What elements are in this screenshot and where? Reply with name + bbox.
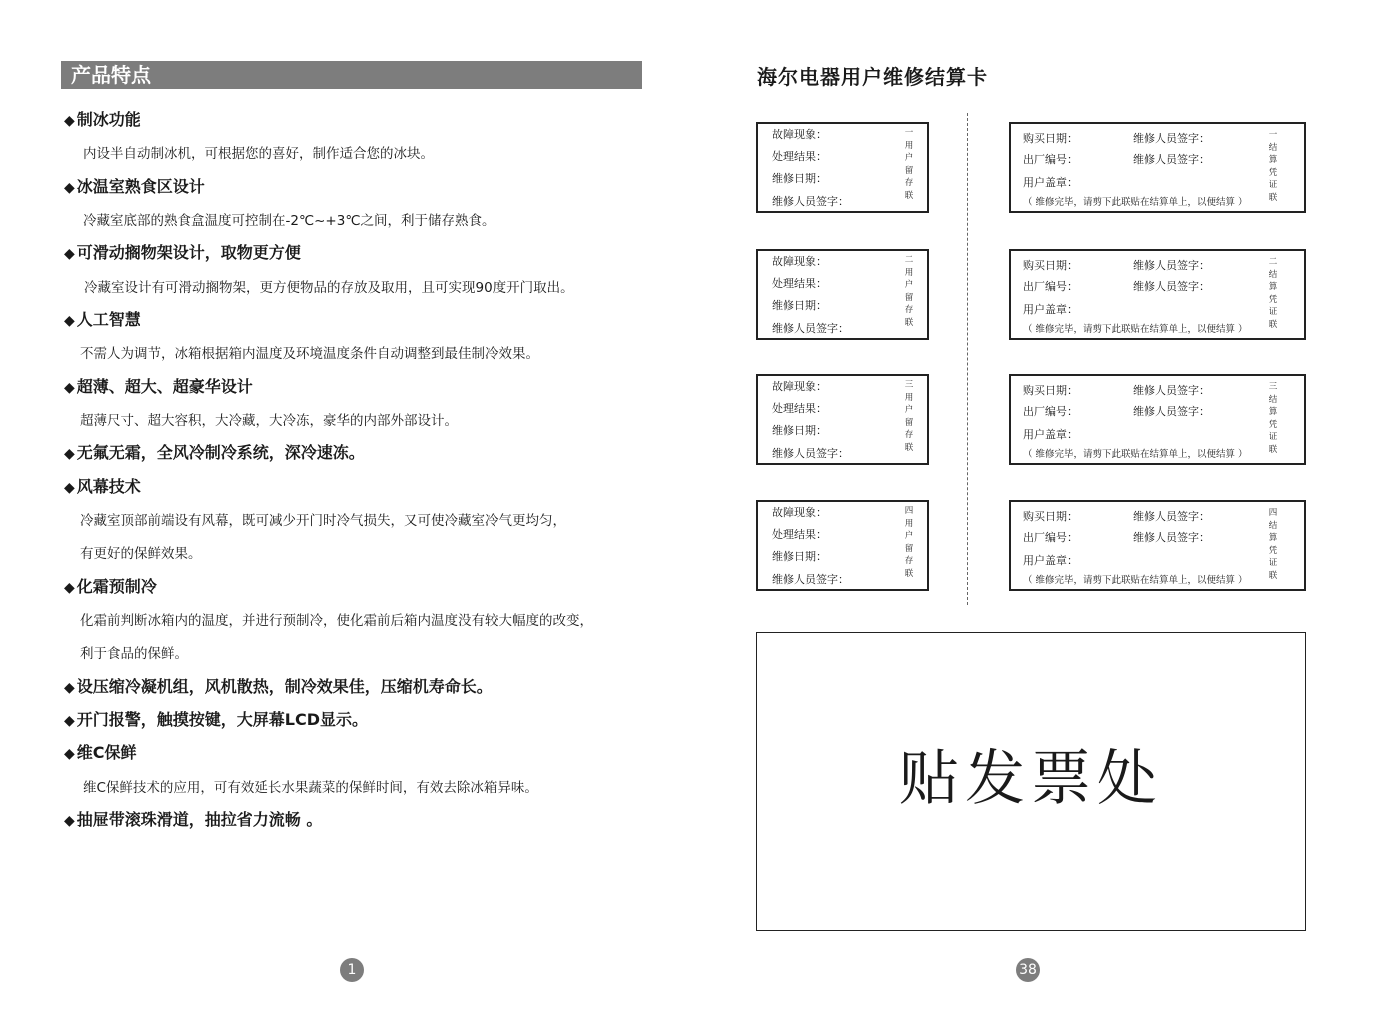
feature-body: 不需人为调节，冰箱根据箱内温度及环境温度条件自动调整到最佳制冷效果。 xyxy=(80,346,539,362)
copy-label: 三用户留存联 xyxy=(904,380,914,453)
result-label: 处理结果： xyxy=(772,277,827,290)
purchase-date-label: 购买日期： xyxy=(1023,384,1078,397)
fault-label: 故障现象： xyxy=(772,506,827,519)
invoice-label: 贴发票处 xyxy=(899,744,1163,814)
copy-label: 二用户留存联 xyxy=(904,255,914,328)
cut-note: （ 维修完毕，请剪下此联贴在结算单上，以便结算 ） xyxy=(1023,449,1248,460)
copy-label: 一用户留存联 xyxy=(904,128,914,201)
copy-label: 四用户留存联 xyxy=(904,506,914,579)
fault-label: 故障现象： xyxy=(772,255,827,268)
feature-body: 内设半自动制冰机，可根据您的喜好，制作适合您的冰块。 xyxy=(83,146,434,162)
result-label: 处理结果： xyxy=(772,402,827,415)
copy-label: 四结算凭证联 xyxy=(1268,508,1278,581)
repair-sign-label: 维修人员签字： xyxy=(1133,153,1210,166)
feature-body: 冷藏室底部的熟食盒温度可控制在-2℃~+3℃之间，利于储存熟食。 xyxy=(83,213,496,229)
feature-heading: ◆ 人工智慧 xyxy=(64,310,141,329)
user-card xyxy=(756,500,929,591)
repair-sign-label: 维修人员签字： xyxy=(1133,405,1210,418)
page-number-right: 38 xyxy=(1016,958,1040,982)
section-title: 产品特点 xyxy=(61,61,642,89)
result-label: 处理结果： xyxy=(772,528,827,541)
cut-line xyxy=(967,113,968,605)
feature-body: 利于食品的保鲜。 xyxy=(80,646,188,662)
fault-label: 故障现象： xyxy=(772,380,827,393)
repair-sign-label: 维修人员签字： xyxy=(1133,132,1210,145)
feature-body: 有更好的保鲜效果。 xyxy=(80,546,202,562)
serial-number-label: 出厂编号： xyxy=(1023,531,1078,544)
feature-heading: ◆ 冰温室熟食区设计 xyxy=(64,177,205,196)
repair-sign-label: 维修人员签字： xyxy=(1133,280,1210,293)
result-label: 处理结果： xyxy=(772,150,827,163)
repair-date-label: 维修日期： xyxy=(772,550,827,563)
serial-number-label: 出厂编号： xyxy=(1023,280,1078,293)
user-seal-label: 用户盖章： xyxy=(1023,554,1078,567)
user-card xyxy=(756,122,929,213)
user-seal-label: 用户盖章： xyxy=(1023,303,1078,316)
feature-heading: ◆ 可滑动搁物架设计，取物更方便 xyxy=(64,243,301,262)
repair-sign-label: 维修人员签字： xyxy=(1133,384,1210,397)
feature-heading: ◆ 设压缩冷凝机组，风机散热，制冷效果佳，压缩机寿命长。 xyxy=(64,677,493,696)
serial-number-label: 出厂编号： xyxy=(1023,405,1078,418)
repair-date-label: 维修日期： xyxy=(772,299,827,312)
repair-sign-label: 维修人员签字： xyxy=(772,573,849,586)
feature-heading: ◆ 风幕技术 xyxy=(64,477,141,496)
repair-sign-label: 维修人员签字： xyxy=(1133,531,1210,544)
feature-heading: ◆ 制冰功能 xyxy=(64,110,141,129)
copy-label: 一结算凭证联 xyxy=(1268,130,1278,203)
feature-heading: ◆ 开门报警，触摸按键，大屏幕LCD显示。 xyxy=(64,710,369,729)
feature-body: 超薄尺寸、超大容积，大冷藏，大冷冻，豪华的内部外部设计。 xyxy=(80,413,458,429)
feature-heading: ◆ 抽屉带滚珠滑道，抽拉省力流畅 。 xyxy=(64,810,323,829)
feature-body: 冷藏室顶部前端设有风幕，既可减少开门时冷气损失，又可使冷藏室冷气更均匀， xyxy=(80,513,566,529)
repair-sign-label: 维修人员签字： xyxy=(1133,510,1210,523)
settlement-card xyxy=(1009,374,1306,465)
repair-sign-label: 维修人员签字： xyxy=(772,322,849,335)
settlement-card xyxy=(1009,500,1306,591)
repair-sign-label: 维修人员签字： xyxy=(772,447,849,460)
cut-note: （ 维修完毕，请剪下此联贴在结算单上，以便结算 ） xyxy=(1023,197,1248,208)
repair-date-label: 维修日期： xyxy=(772,424,827,437)
feature-heading: ◆ 化霜预制冷 xyxy=(64,577,157,596)
feature-body: 冷藏室设计有可滑动搁物架，更方便物品的存放及取用，且可实现90度开门取出。 xyxy=(84,280,574,296)
purchase-date-label: 购买日期： xyxy=(1023,132,1078,145)
user-seal-label: 用户盖章： xyxy=(1023,428,1078,441)
cut-note: （ 维修完毕，请剪下此联贴在结算单上，以便结算 ） xyxy=(1023,575,1248,586)
page-number-left: 1 xyxy=(340,958,364,982)
settlement-card xyxy=(1009,122,1306,213)
copy-label: 二结算凭证联 xyxy=(1268,257,1278,330)
feature-heading: ◆ 维C保鲜 xyxy=(64,743,137,762)
repair-sign-label: 维修人员签字： xyxy=(772,195,849,208)
user-seal-label: 用户盖章： xyxy=(1023,176,1078,189)
invoice-attach-box xyxy=(756,632,1306,931)
repair-date-label: 维修日期： xyxy=(772,172,827,185)
repair-sign-label: 维修人员签字： xyxy=(1133,259,1210,272)
serial-number-label: 出厂编号： xyxy=(1023,153,1078,166)
feature-heading: ◆ 无氟无霜，全风冷制冷系统，深冷速冻。 xyxy=(64,443,365,462)
settlement-card xyxy=(1009,249,1306,340)
page-title: 海尔电器用户维修结算卡 xyxy=(757,65,988,89)
cut-note: （ 维修完毕，请剪下此联贴在结算单上，以便结算 ） xyxy=(1023,324,1248,335)
user-card xyxy=(756,374,929,465)
feature-body: 维C保鲜技术的应用，可有效延长水果蔬菜的保鲜时间，有效去除冰箱异味。 xyxy=(83,780,538,796)
purchase-date-label: 购买日期： xyxy=(1023,510,1078,523)
copy-label: 三结算凭证联 xyxy=(1268,382,1278,455)
purchase-date-label: 购买日期： xyxy=(1023,259,1078,272)
feature-body: 化霜前判断冰箱内的温度，并进行预制冷，使化霜前后箱内温度没有较大幅度的改变， xyxy=(80,613,593,629)
feature-heading: ◆ 超薄、超大、超豪华设计 xyxy=(64,377,253,396)
fault-label: 故障现象： xyxy=(772,128,827,141)
user-card xyxy=(756,249,929,340)
